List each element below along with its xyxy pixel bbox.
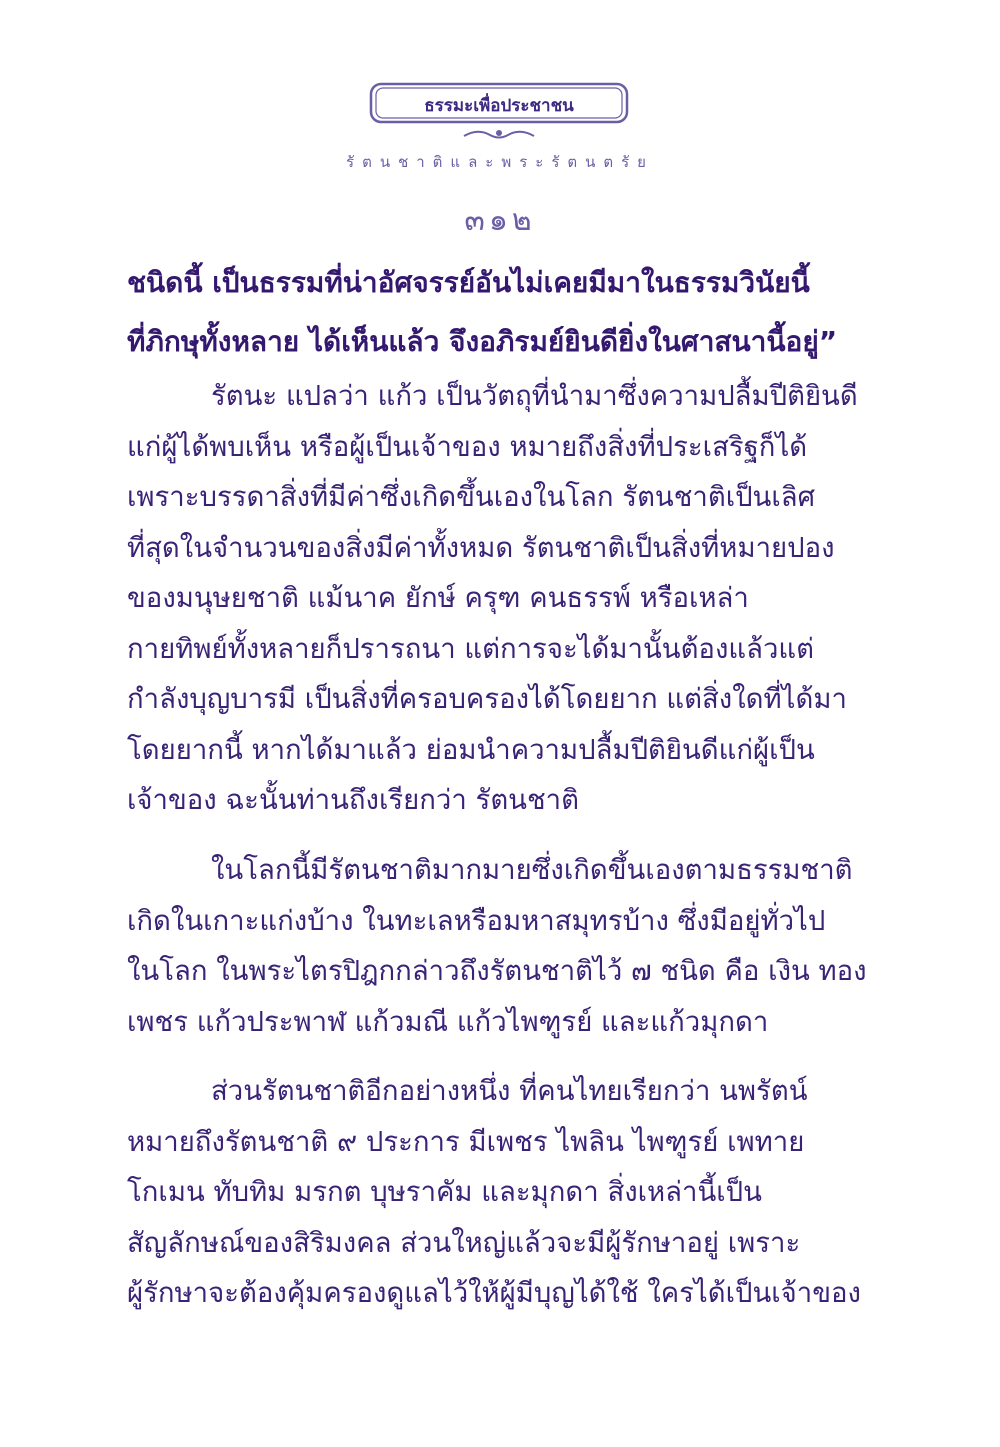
paragraph-line: หมายถึงรัตนชาติ ๙ ประการ มีเพชร ไพลิน ไพฑูรย์ เพทาย	[127, 1125, 805, 1158]
paragraph-line: เจ้าของ ฉะนั้นท่านถึงเรียกว่า รัตนชาติ	[127, 784, 579, 816]
paragraph-line: ที่สุดในจำนวนของสิ่งมีค่าทั้งหมด รัตนชาติเป็นสิ่งที่หมายปอง	[127, 531, 835, 564]
paragraph-line: โดยยากนี้ หากได้มาแล้ว ย่อมนำความปลื้มปีติยินดีแก่ผู้เป็น	[127, 733, 815, 766]
quote-line: ชนิดนี้ เป็นธรรมที่น่าอัศจรรย์อันไม่เคยมีมาในธรรมวินัยนี้	[127, 266, 810, 299]
paragraph-1	[127, 371, 860, 826]
quote-line: ที่ภิกษุทั้งหลาย ได้เห็นแล้ว จึงอภิรมย์ยินดียิ่งในศาสนานี้อยู่”	[127, 325, 838, 358]
paragraph-line: ส่วนรัตนชาติอีกอย่างหนึ่ง ที่คนไทยเรียกว่า นพรัตน์	[211, 1075, 808, 1107]
paragraph-line: กำลังบุญบารมี เป็นสิ่งที่ครอบครองได้โดยยาก แต่สิ่งใดที่ได้มา	[127, 683, 847, 715]
page-number: ๓๑๒	[464, 203, 536, 238]
paragraph-line: กายทิพย์ทั้งหลายก็ปรารถนา แต่การจะได้มานั้นต้องแล้วแต่	[127, 632, 814, 665]
book-logo	[368, 80, 630, 150]
paragraph-line: ผู้รักษาจะต้องคุ้มครองดูแลไว้ให้ผู้มีบุญได้ใช้ ใครได้เป็นเจ้าของ	[127, 1277, 861, 1309]
paragraph-line: ในโลกนี้มีรัตนชาติมากมายซึ่งเกิดขึ้นเองตามธรรมชาติ	[211, 854, 853, 886]
paragraph-line: โกเมน ทับทิม มรกต บุษราคัม และมุกดา สิ่งเหล่านี้เป็น	[127, 1176, 762, 1208]
paragraph-2	[127, 845, 867, 1047]
paragraph-line: เพราะบรรดาสิ่งที่มีค่าซึ่งเกิดขึ้นเองในโลก รัตนชาติเป็นเลิศ	[127, 481, 816, 513]
paragraph-line: เพชร แก้วประพาฬ แก้วมณี แก้วไพฑูรย์ และแก้วมุกดา	[127, 1005, 769, 1038]
paragraph-line: ในโลก ในพระไตรปิฎกกล่าวถึงรัตนชาติไว้ ๗ ชนิด คือ เงิน ทอง	[127, 955, 867, 987]
paragraph-line: ของมนุษยชาติ แม้นาค ยักษ์ ครุฑ คนธรรพ์ หรือเหล่า	[127, 582, 749, 614]
paragraph-line: สัญลักษณ์ของสิริมงคล ส่วนใหญ่แล้วจะมีผู้รักษาอยู่ เพราะ	[127, 1226, 801, 1259]
running-header-title: รัตนชาติและพระรัตนตรัย	[346, 153, 654, 171]
quote-block	[127, 253, 860, 371]
paragraph-line: เกิดในเกาะแก่งบ้าง ในทะเลหรือมหาสมุทรบ้าง ซึ่งมีอยู่ทั่วไป	[127, 904, 826, 937]
logo-text: ธรรมะเพื่อประชาชน	[424, 96, 574, 116]
paragraph-line: แก่ผู้ได้พบเห็น หรือผู้เป็นเจ้าของ หมายถึงสิ่งที่ประเสริฐก็ได้	[127, 430, 808, 463]
paragraph-line: รัตนะ แปลว่า แก้ว เป็นวัตถุที่นำมาซึ่งความปลื้มปีติยินดี	[211, 380, 858, 412]
paragraph-3	[127, 1066, 860, 1319]
